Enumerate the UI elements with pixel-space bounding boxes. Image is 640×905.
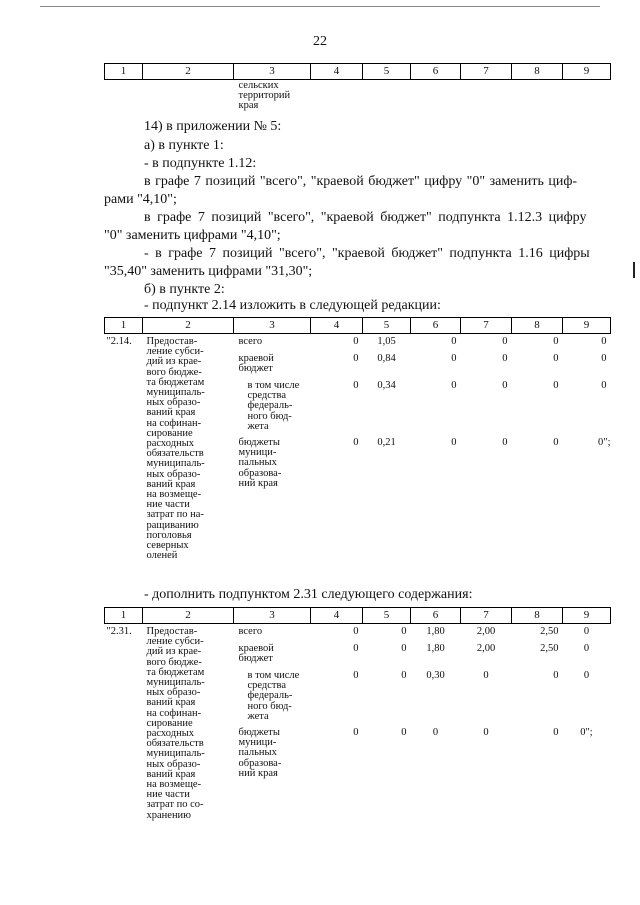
col-header: 8 xyxy=(512,64,563,80)
col-header: 1 xyxy=(105,608,143,624)
col-header: 5 xyxy=(363,608,411,624)
col-header: 4 xyxy=(311,64,363,80)
value-cell: 0 xyxy=(353,727,359,738)
value-cell: 2,50 xyxy=(540,626,559,637)
value-cell: 0,21 xyxy=(377,437,396,448)
col-header: 2 xyxy=(143,318,234,334)
col-header: 4 xyxy=(311,318,363,334)
col-header: 9 xyxy=(563,64,611,80)
value-cell: 0 xyxy=(353,643,359,654)
value-cell: 0 xyxy=(502,353,508,364)
column-number-row xyxy=(105,608,611,624)
funding-label: всего xyxy=(238,336,263,347)
amendment-231-intro: - дополнить подпунктом 2.31 следующего содержания: xyxy=(144,587,473,602)
value-cell: 0 xyxy=(353,670,359,681)
continued-table xyxy=(104,63,611,112)
col-header: 9 xyxy=(563,608,611,624)
value-cell: 0 xyxy=(401,626,407,637)
value-cell: 0 xyxy=(353,380,359,391)
col-header: 3 xyxy=(234,318,311,334)
value-cell: 0 xyxy=(451,353,457,364)
value-cell: 1,80 xyxy=(426,626,445,637)
item-description: Предостав- ление субси- дий из крае- вого бюдже- та бюджетам муниципаль- ных образо- ваний края на софинан- сирование расходных обязательств муниципаль- ных образо- ваний края на возмеще- ние части затрат по со- хранению xyxy=(146,626,205,821)
col-header: 6 xyxy=(411,64,461,80)
value-cell: 0 xyxy=(401,670,407,681)
value-cell: 2,50 xyxy=(540,643,559,654)
item-number: "2.31. xyxy=(106,626,132,637)
table-row xyxy=(105,80,611,112)
value-cell: 0 xyxy=(553,727,559,738)
amendment-text-3b: "35,40" заменить цифрами "31,30"; xyxy=(104,264,313,279)
amendment-text-2a: в графе 7 позиций "всего", "краевой бюджет" подпункта 1.12.3 цифру xyxy=(144,210,587,225)
table-row xyxy=(105,334,611,352)
funding-label: всего xyxy=(238,626,263,637)
value-cell: 0 xyxy=(601,353,607,364)
funding-label: бюджеты муници- пальных образова- ний края xyxy=(238,727,282,779)
value-cell: 0 xyxy=(451,437,457,448)
funding-label: краевой бюджет xyxy=(238,643,274,665)
amendment-214-intro: - подпункт 2.14 изложить в следующей редакции: xyxy=(144,298,441,313)
amendment-sub-b: б) в пункте 2: xyxy=(144,282,225,297)
col-header: 9 xyxy=(563,318,611,334)
col-header: 2 xyxy=(143,608,234,624)
value-cell: 0,84 xyxy=(377,353,396,364)
col-header: 2 xyxy=(143,64,234,80)
value-cell: 1,05 xyxy=(377,336,396,347)
value-cell: 0 xyxy=(502,437,508,448)
value-cell: 0,34 xyxy=(377,380,396,391)
table-214 xyxy=(104,317,611,568)
col-header: 3 xyxy=(234,608,311,624)
value-cell: 0 xyxy=(432,727,439,738)
value-cell: 0"; xyxy=(580,727,593,738)
scan-top-border xyxy=(40,6,600,7)
value-cell: 1,80 xyxy=(426,643,445,654)
value-cell: 0 xyxy=(483,670,489,681)
value-cell: 2,00 xyxy=(476,643,496,654)
value-cell: 0 xyxy=(601,336,607,347)
col-header: 1 xyxy=(105,64,143,80)
funding-label: в том числе средства федераль- ного бюд- жета xyxy=(247,670,300,722)
value-cell: 2,00 xyxy=(476,626,496,637)
scan-margin-mark xyxy=(633,262,635,278)
value-cell: 0 xyxy=(502,380,508,391)
value-cell: 0 xyxy=(583,626,590,637)
value-cell: 0 xyxy=(401,643,407,654)
value-cell: 0 xyxy=(483,727,489,738)
continuation-cell: сельских территорий края xyxy=(238,80,291,112)
funding-label: краевой бюджет xyxy=(238,353,274,375)
col-header: 7 xyxy=(461,608,512,624)
value-cell: 0 xyxy=(583,670,590,681)
col-header: 5 xyxy=(363,64,411,80)
amendment-item-14: 14) в приложении № 5: xyxy=(144,119,282,134)
amendment-text-1b: рами "4,10"; xyxy=(104,192,177,207)
funding-label: бюджеты муници- пальных образова- ний края xyxy=(238,437,282,489)
col-header: 6 xyxy=(411,318,461,334)
column-number-row xyxy=(105,318,611,334)
col-header: 5 xyxy=(363,318,411,334)
amendment-text-2b: "0" заменить цифрами "4,10"; xyxy=(104,228,281,243)
col-header: 8 xyxy=(512,608,563,624)
value-cell: 0 xyxy=(553,437,559,448)
funding-label: в том числе средства федераль- ного бюд- жета xyxy=(247,380,300,432)
value-cell: 0 xyxy=(502,336,508,347)
col-header: 4 xyxy=(311,608,363,624)
value-cell: 0 xyxy=(353,626,359,637)
item-description: Предостав- ление субси- дий из крае- вого бюдже- та бюджетам муниципаль- ных образо- ваний края на софинан- сирование расходных обязательств муниципаль- ных образо- ваний края на возмеще- ние части затрат по на- ращиванию поголовья северных оленей xyxy=(146,336,205,562)
value-cell: 0 xyxy=(451,380,457,391)
value-cell: 0 xyxy=(451,336,457,347)
value-cell: 0 xyxy=(553,380,559,391)
column-number-row xyxy=(105,64,611,80)
col-header: 8 xyxy=(512,318,563,334)
col-header: 7 xyxy=(461,318,512,334)
value-cell: 0 xyxy=(353,353,359,364)
value-cell: 0 xyxy=(601,380,607,391)
value-cell: 0 xyxy=(353,336,359,347)
value-cell: 0 xyxy=(583,643,590,654)
table-231 xyxy=(104,607,611,828)
value-cell: 0 xyxy=(401,727,407,738)
col-header: 6 xyxy=(411,608,461,624)
page-number: 22 xyxy=(313,34,327,49)
amendment-sub-112: - в подпункте 1.12: xyxy=(144,156,257,171)
col-header: 3 xyxy=(234,64,311,80)
value-cell: 0 xyxy=(553,336,559,347)
amendment-text-1a: в графе 7 позиций "всего", "краевой бюджет" цифру "0" заменить циф- xyxy=(144,174,578,189)
value-cell: 0,30 xyxy=(426,670,445,681)
table-row xyxy=(105,624,611,642)
col-header: 1 xyxy=(105,318,143,334)
value-cell: 0"; xyxy=(598,437,611,448)
value-cell: 0 xyxy=(353,437,359,448)
item-number: "2.14. xyxy=(106,336,132,347)
amendment-text-3a: - в графе 7 позиций "всего", "краевой бюджет" подпункта 1.16 цифры xyxy=(144,246,590,261)
value-cell: 0 xyxy=(553,353,559,364)
value-cell: 0 xyxy=(553,670,559,681)
amendment-sub-a: а) в пункте 1: xyxy=(144,138,224,153)
col-header: 7 xyxy=(461,64,512,80)
